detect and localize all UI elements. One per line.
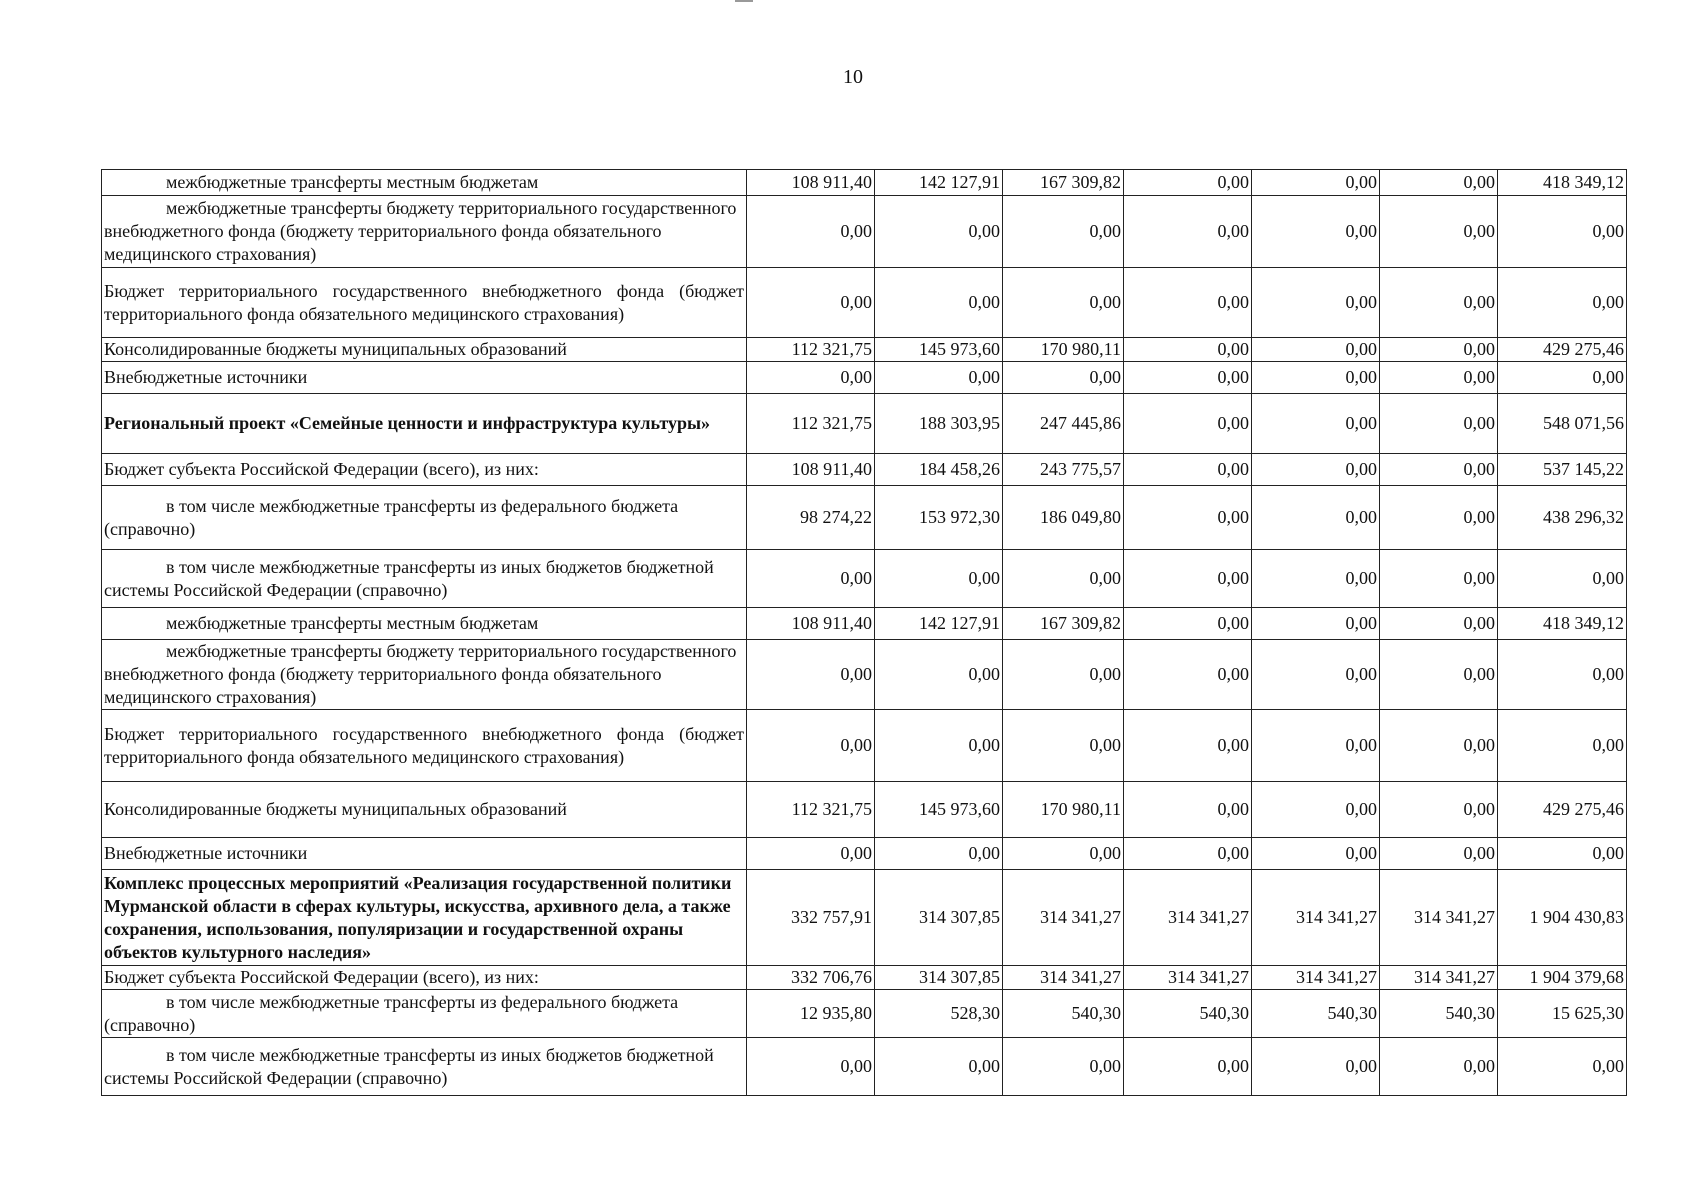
table-row <box>102 170 1627 196</box>
row-value: 0,00 <box>1003 710 1124 782</box>
row-value: 98 274,22 <box>747 486 875 550</box>
row-value: 170 980,11 <box>1003 782 1124 838</box>
row-value: 0,00 <box>1380 838 1498 870</box>
row-value: 145 973,60 <box>875 782 1003 838</box>
row-value: 0,00 <box>1124 1038 1252 1096</box>
row-label: в том числе межбюджетные трансферты из иных бюджетов бюджетной системы Российской Федерации (справочно) <box>102 1038 747 1096</box>
row-value: 0,00 <box>1003 640 1124 710</box>
row-value: 167 309,82 <box>1003 170 1124 196</box>
row-value: 0,00 <box>1380 268 1498 338</box>
row-value: 0,00 <box>1252 268 1380 338</box>
row-value: 0,00 <box>1252 782 1380 838</box>
row-value: 0,00 <box>1252 710 1380 782</box>
row-value: 153 972,30 <box>875 486 1003 550</box>
row-value: 112 321,75 <box>747 394 875 454</box>
row-value: 108 911,40 <box>747 608 875 640</box>
row-value: 314 341,27 <box>1380 870 1498 966</box>
row-value: 0,00 <box>1003 550 1124 608</box>
table-row <box>102 710 1627 782</box>
table-row <box>102 640 1627 710</box>
scan-mark <box>735 0 753 2</box>
row-value: 0,00 <box>1124 486 1252 550</box>
row-value: 0,00 <box>1003 268 1124 338</box>
row-value: 548 071,56 <box>1498 394 1627 454</box>
table-row <box>102 782 1627 838</box>
row-value: 0,00 <box>1380 338 1498 362</box>
row-value: 188 303,95 <box>875 394 1003 454</box>
row-value: 0,00 <box>1380 170 1498 196</box>
row-value: 0,00 <box>1124 454 1252 486</box>
row-value: 0,00 <box>1124 550 1252 608</box>
row-value: 314 341,27 <box>1124 870 1252 966</box>
row-label: Бюджет субъекта Российской Федерации (всего), из них: <box>102 454 747 486</box>
row-value: 0,00 <box>1252 550 1380 608</box>
row-value: 0,00 <box>1380 1038 1498 1096</box>
row-label: Внебюджетные источники <box>102 838 747 870</box>
row-value: 418 349,12 <box>1498 608 1627 640</box>
row-value: 429 275,46 <box>1498 338 1627 362</box>
row-label: в том числе межбюджетные трансферты из федерального бюджета (справочно) <box>102 990 747 1038</box>
row-value: 247 445,86 <box>1003 394 1124 454</box>
row-label: Бюджет территориального государственного внебюджетного фонда (бюджет территориального фонда обязательного медицинского страхования) <box>102 710 747 782</box>
row-value: 0,00 <box>1252 454 1380 486</box>
row-value: 0,00 <box>875 838 1003 870</box>
row-value: 0,00 <box>1380 362 1498 394</box>
budget-table <box>101 169 1627 1096</box>
row-value: 0,00 <box>1124 170 1252 196</box>
row-value: 540,30 <box>1252 990 1380 1038</box>
row-value: 0,00 <box>1252 640 1380 710</box>
row-value: 314 307,85 <box>875 870 1003 966</box>
table-row <box>102 486 1627 550</box>
row-value: 12 935,80 <box>747 990 875 1038</box>
row-value: 0,00 <box>1252 338 1380 362</box>
row-value: 0,00 <box>747 838 875 870</box>
row-value: 145 973,60 <box>875 338 1003 362</box>
row-value: 0,00 <box>1252 1038 1380 1096</box>
row-value: 0,00 <box>747 268 875 338</box>
row-value: 108 911,40 <box>747 170 875 196</box>
row-value: 0,00 <box>747 362 875 394</box>
row-value: 0,00 <box>1380 710 1498 782</box>
row-value: 0,00 <box>1124 838 1252 870</box>
row-value: 314 341,27 <box>1252 966 1380 990</box>
row-value: 0,00 <box>1380 782 1498 838</box>
row-label: Бюджет субъекта Российской Федерации (всего), из них: <box>102 966 747 990</box>
row-value: 0,00 <box>1498 640 1627 710</box>
table-row <box>102 550 1627 608</box>
row-value: 0,00 <box>1124 640 1252 710</box>
row-value: 0,00 <box>747 640 875 710</box>
row-value: 528,30 <box>875 990 1003 1038</box>
row-value: 438 296,32 <box>1498 486 1627 550</box>
row-label: в том числе межбюджетные трансферты из федерального бюджета (справочно) <box>102 486 747 550</box>
table-row <box>102 394 1627 454</box>
row-value: 0,00 <box>1003 196 1124 268</box>
row-value: 314 341,27 <box>1003 966 1124 990</box>
page-number: 10 <box>843 66 863 88</box>
row-value: 540,30 <box>1124 990 1252 1038</box>
table-row <box>102 608 1627 640</box>
row-value: 0,00 <box>1498 838 1627 870</box>
row-value: 537 145,22 <box>1498 454 1627 486</box>
table-row <box>102 990 1627 1038</box>
row-value: 0,00 <box>1498 550 1627 608</box>
row-value: 0,00 <box>1252 608 1380 640</box>
row-label: Бюджет территориального государственного внебюджетного фонда (бюджет территориального фонда обязательного медицинского страхования) <box>102 268 747 338</box>
table-row <box>102 454 1627 486</box>
row-value: 15 625,30 <box>1498 990 1627 1038</box>
row-value: 0,00 <box>875 268 1003 338</box>
row-value: 332 757,91 <box>747 870 875 966</box>
row-label: Внебюджетные источники <box>102 362 747 394</box>
row-value: 0,00 <box>1124 268 1252 338</box>
row-value: 0,00 <box>1380 608 1498 640</box>
row-value: 142 127,91 <box>875 608 1003 640</box>
row-value: 0,00 <box>1252 394 1380 454</box>
row-value: 0,00 <box>1380 486 1498 550</box>
row-label: Консолидированные бюджеты муниципальных образований <box>102 338 747 362</box>
row-value: 540,30 <box>1003 990 1124 1038</box>
row-value: 167 309,82 <box>1003 608 1124 640</box>
row-label: Консолидированные бюджеты муниципальных образований <box>102 782 747 838</box>
table-row <box>102 966 1627 990</box>
row-value: 243 775,57 <box>1003 454 1124 486</box>
row-value: 0,00 <box>747 710 875 782</box>
row-value: 429 275,46 <box>1498 782 1627 838</box>
row-value: 186 049,80 <box>1003 486 1124 550</box>
row-value: 0,00 <box>1380 454 1498 486</box>
row-value: 0,00 <box>747 196 875 268</box>
budget-table-body <box>102 170 1627 1096</box>
row-value: 0,00 <box>1252 196 1380 268</box>
table-row <box>102 338 1627 362</box>
row-value: 0,00 <box>1252 170 1380 196</box>
row-value: 0,00 <box>1124 608 1252 640</box>
row-value: 0,00 <box>1380 640 1498 710</box>
row-label: Комплекс процессных мероприятий «Реализация государственной политики Мурманской области в сферах культуры, искусства, архивного дела, а также сохранения, использования, популяризации и государственной охраны объектов культурного наследия» <box>102 870 747 966</box>
row-label: в том числе межбюджетные трансферты из иных бюджетов бюджетной системы Российской Федерации (справочно) <box>102 550 747 608</box>
row-value: 142 127,91 <box>875 170 1003 196</box>
row-value: 418 349,12 <box>1498 170 1627 196</box>
row-value: 0,00 <box>1380 394 1498 454</box>
row-value: 112 321,75 <box>747 782 875 838</box>
row-value: 0,00 <box>1498 268 1627 338</box>
row-value: 0,00 <box>875 710 1003 782</box>
row-value: 0,00 <box>747 1038 875 1096</box>
row-value: 0,00 <box>1124 338 1252 362</box>
row-value: 0,00 <box>1124 362 1252 394</box>
row-value: 0,00 <box>1252 838 1380 870</box>
row-value: 184 458,26 <box>875 454 1003 486</box>
table-row <box>102 268 1627 338</box>
row-value: 0,00 <box>1124 196 1252 268</box>
row-value: 0,00 <box>875 1038 1003 1096</box>
table-row <box>102 362 1627 394</box>
row-value: 0,00 <box>1252 362 1380 394</box>
row-value: 314 341,27 <box>1380 966 1498 990</box>
row-value: 0,00 <box>875 196 1003 268</box>
row-value: 108 911,40 <box>747 454 875 486</box>
row-label: межбюджетные трансферты местным бюджетам <box>102 170 747 196</box>
row-value: 0,00 <box>875 550 1003 608</box>
row-label: межбюджетные трансферты местным бюджетам <box>102 608 747 640</box>
row-value: 0,00 <box>1252 486 1380 550</box>
row-label: межбюджетные трансферты бюджету территориального государственного внебюджетного фонда (бюджету территориального фонда обязательного медицинского страхования) <box>102 640 747 710</box>
row-value: 0,00 <box>875 362 1003 394</box>
row-value: 314 341,27 <box>1124 966 1252 990</box>
row-value: 1 904 430,83 <box>1498 870 1627 966</box>
row-value: 170 980,11 <box>1003 338 1124 362</box>
row-value: 540,30 <box>1380 990 1498 1038</box>
row-value: 314 307,85 <box>875 966 1003 990</box>
row-value: 332 706,76 <box>747 966 875 990</box>
row-value: 0,00 <box>1498 196 1627 268</box>
row-label: межбюджетные трансферты бюджету территориального государственного внебюджетного фонда (бюджету территориального фонда обязательного медицинского страхования) <box>102 196 747 268</box>
row-value: 0,00 <box>1003 838 1124 870</box>
table-row <box>102 870 1627 966</box>
row-value: 0,00 <box>1380 196 1498 268</box>
table-row <box>102 1038 1627 1096</box>
row-value: 314 341,27 <box>1003 870 1124 966</box>
row-value: 0,00 <box>1498 362 1627 394</box>
row-value: 0,00 <box>747 550 875 608</box>
table-row <box>102 196 1627 268</box>
row-value: 0,00 <box>1498 1038 1627 1096</box>
table-row <box>102 838 1627 870</box>
row-value: 0,00 <box>1124 394 1252 454</box>
row-label: Региональный проект «Семейные ценности и инфраструктура культуры» <box>102 394 747 454</box>
row-value: 112 321,75 <box>747 338 875 362</box>
row-value: 0,00 <box>1124 710 1252 782</box>
row-value: 0,00 <box>1498 710 1627 782</box>
row-value: 0,00 <box>1124 782 1252 838</box>
row-value: 0,00 <box>875 640 1003 710</box>
row-value: 1 904 379,68 <box>1498 966 1627 990</box>
row-value: 0,00 <box>1380 550 1498 608</box>
row-value: 0,00 <box>1003 362 1124 394</box>
row-value: 314 341,27 <box>1252 870 1380 966</box>
row-value: 0,00 <box>1003 1038 1124 1096</box>
